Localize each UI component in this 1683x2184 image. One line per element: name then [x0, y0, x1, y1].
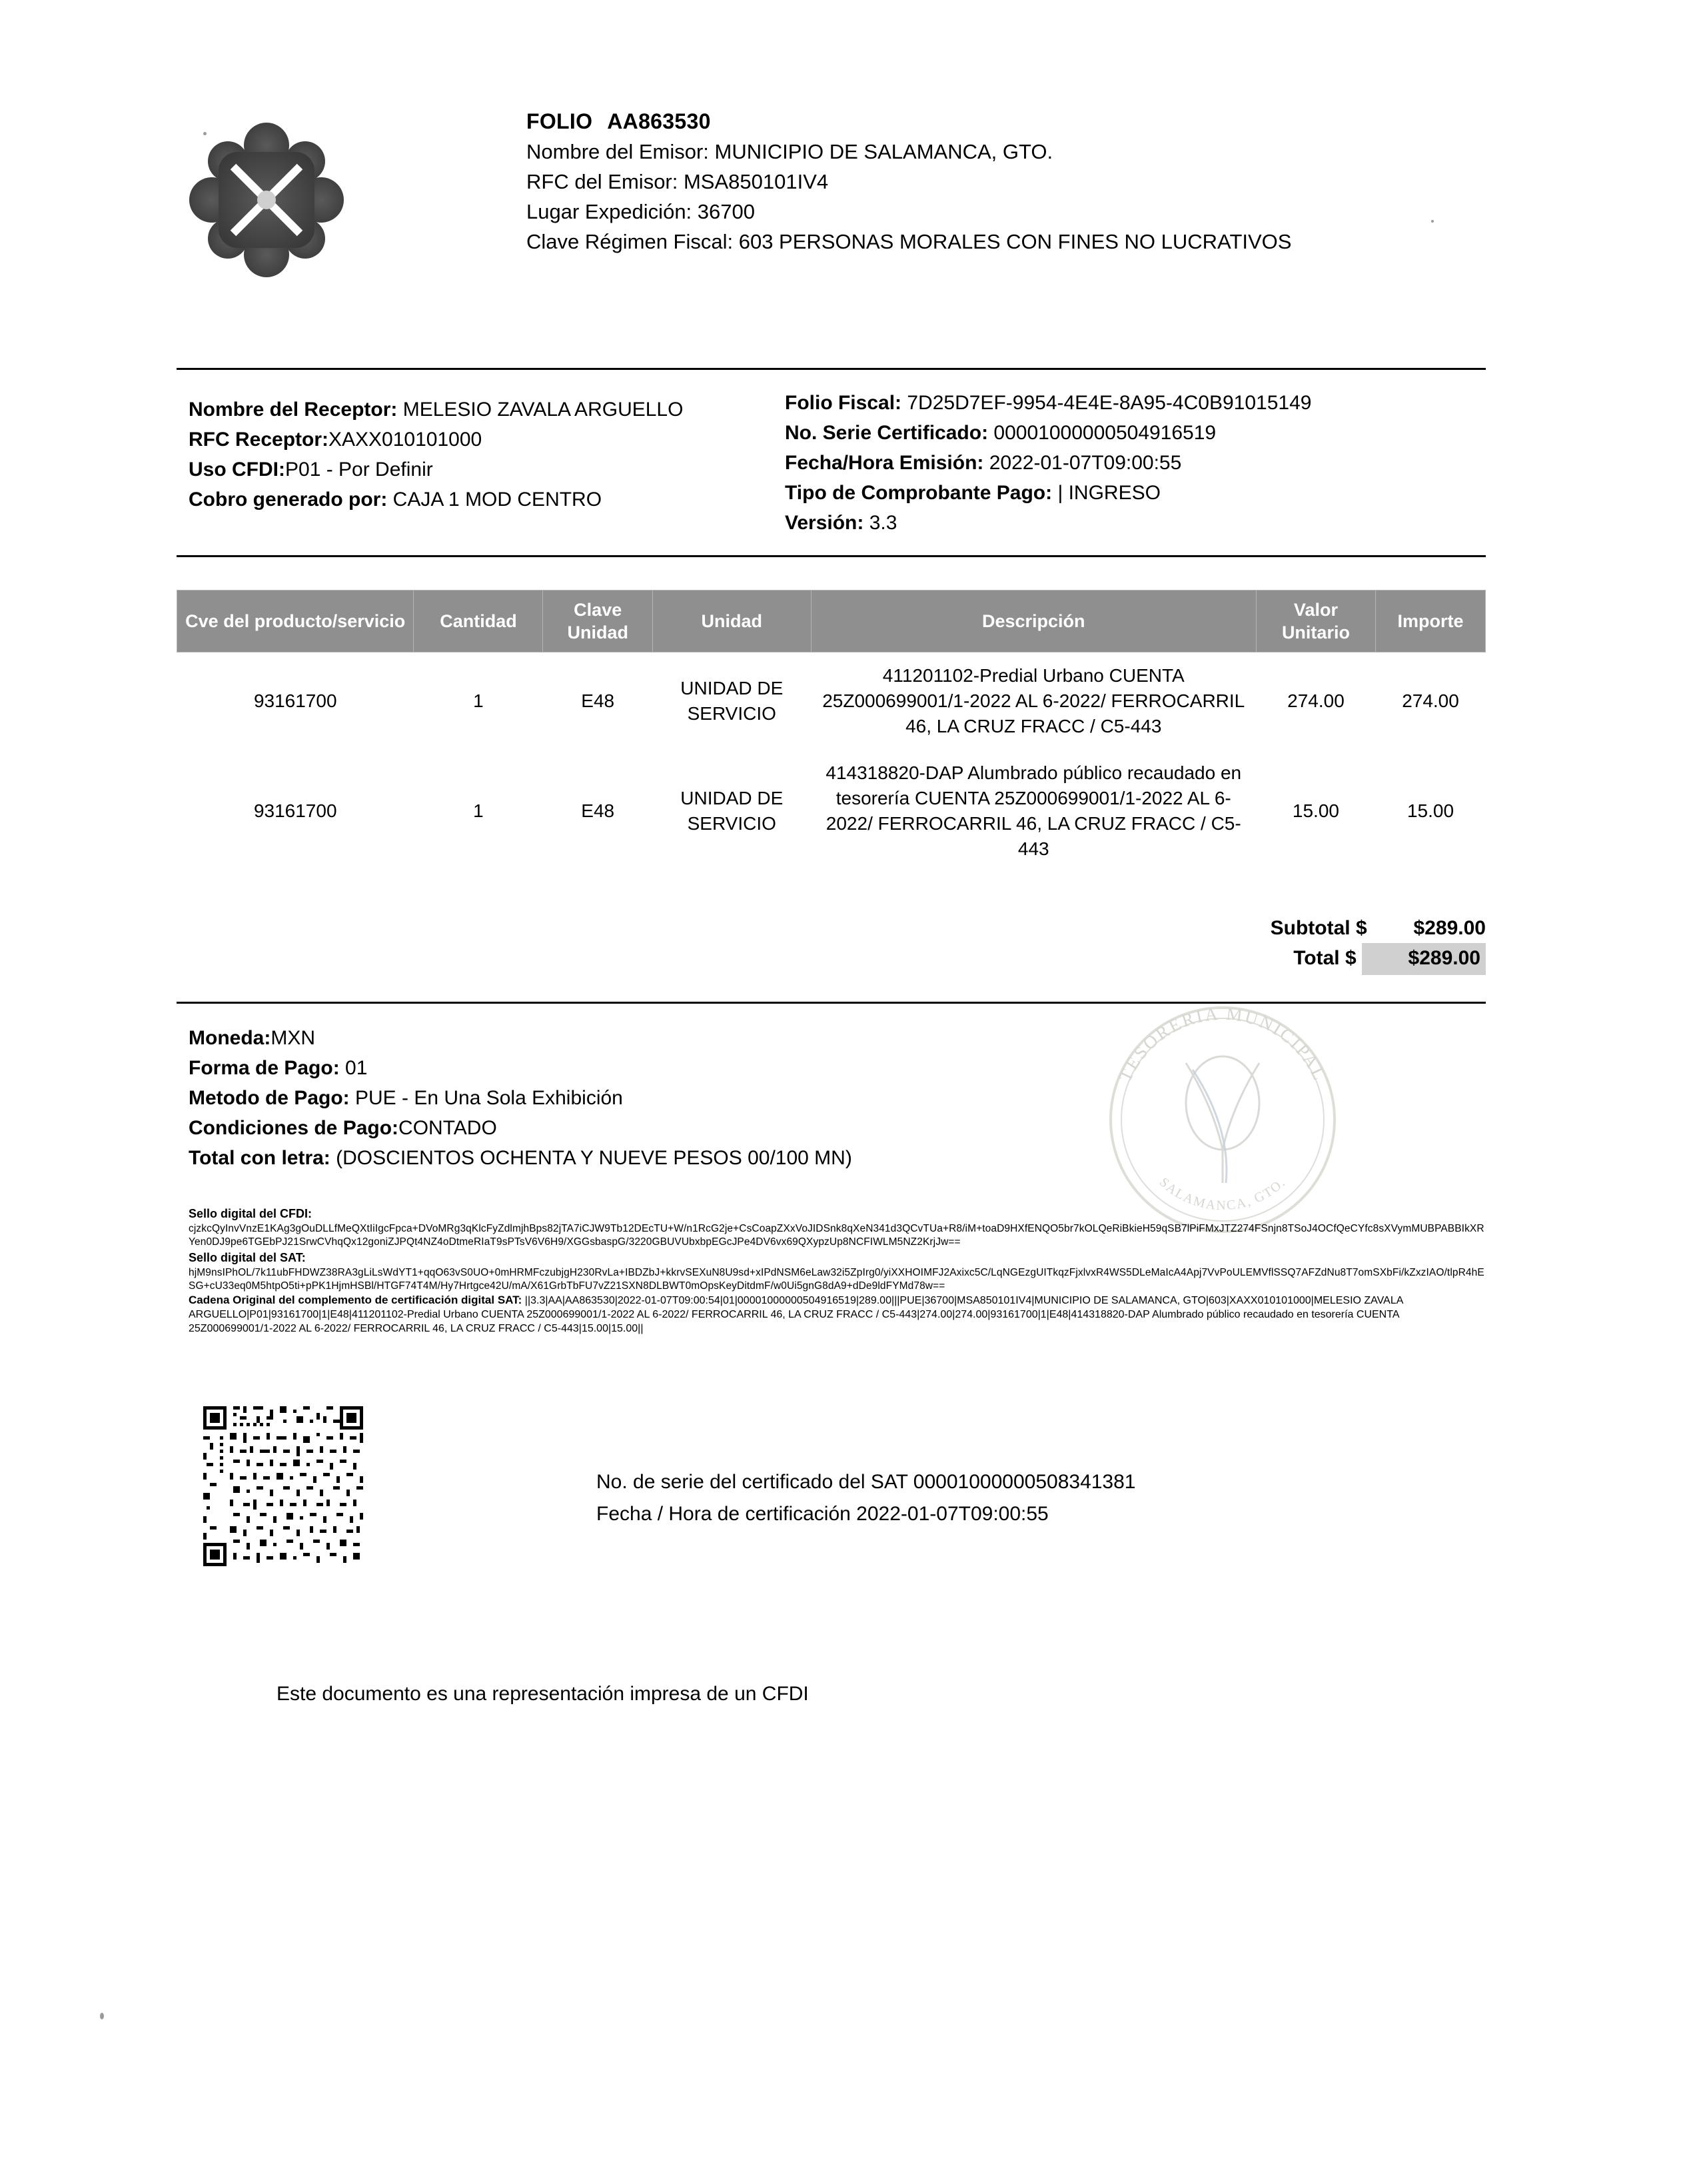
folio-value: AA863530 [607, 109, 711, 133]
fiscal-folio-value: 7D25D7EF-9954-4E4E-8A95-4C0B91015149 [901, 392, 1312, 414]
th-clave-unidad: Clave Unidad [543, 590, 652, 652]
receiver-uso-row [189, 455, 788, 485]
cell-importe: 15.00 [1406, 800, 1454, 821]
subtotal-value: $289.00 [1413, 917, 1486, 939]
total-words-value: (DOSCIENTOS OCHENTA Y NUEVE PESOS 00/100 MN) [330, 1147, 852, 1169]
payment-conditions-row [189, 1113, 1055, 1143]
document-header [177, 100, 1509, 327]
payment-method-value: PUE - En Una Sola Exhibición [349, 1087, 623, 1109]
cell-unidad: UNIDAD DE SERVICIO [680, 788, 784, 834]
fiscal-tipo-value: | INGRESO [1052, 482, 1161, 504]
total-row [1271, 943, 1486, 975]
payment-form-value: 01 [339, 1057, 368, 1079]
cfdi-seal-label: Sello digital del CFDI: [189, 1207, 312, 1220]
folio-label: FOLIO [526, 109, 593, 133]
fiscal-tipo-row [785, 478, 1484, 508]
receiver-name-label: Nombre del Receptor: [189, 399, 398, 421]
divider-mid [177, 555, 1486, 557]
total-label: Total $ [1293, 947, 1357, 969]
fiscal-serie-value: 00001000000504916519 [988, 422, 1217, 444]
scan-speck [100, 2013, 104, 2019]
payment-info-block [189, 1023, 1055, 1173]
footer-note: Este documento es una representación impresa de un CFDI [277, 1683, 809, 1705]
qr-code [200, 1403, 366, 1570]
fiscal-fecha-row [785, 448, 1484, 478]
payment-form-row [189, 1053, 1055, 1083]
fiscal-block [785, 388, 1484, 538]
issuer-name: Nombre del Emisor: MUNICIPIO DE SALAMANCA, GTO. [526, 140, 1053, 163]
subtotal-label: Subtotal $ [1270, 917, 1367, 939]
fiscal-fecha-label: Fecha/Hora Emisión: [785, 452, 984, 474]
cell-valor-unitario: 274.00 [1287, 690, 1345, 711]
currency-label: Moneda: [189, 1027, 271, 1049]
receiver-rfc-value: XAXX010101000 [328, 429, 482, 451]
original-chain-value: ||3.3|AA|AA863530|2022-01-07T09:00:54|01|00001000000504916519|289.00|||PUE|36700|MSA850101IV4|MUNICIPIO DE SALAMANCA, GTO|603|XAXX010101000|MELESIO ZAVALA ARGUELLO|P01|93161700|1|E48|411201102-Predial Urbano CUENTA 25Z000699001/1-2022 AL 6-2022/ FERROCARRIL 46, LA CRUZ FRACC / C5-443|274.00|274.00|93161700|1|E48|414318820-DAP Alumbrado público recaudado en tesorería CUENTA 25Z000699001/1-2022 AL 6-2022/ FERROCARRIL 46, LA CRUZ FRACC / C5-443|15.00|15.00|| [189, 1295, 1403, 1334]
th-descripcion: Descripción [811, 590, 1256, 652]
fiscal-tipo-label: Tipo de Comprobante Pago: [785, 482, 1053, 504]
table-row [177, 750, 1486, 872]
cell-unidad: UNIDAD DE SERVICIO [680, 678, 784, 724]
cell-descripcion: 414318820-DAP Alumbrado público recaudado en tesorería CUENTA 25Z000699001/1-2022 AL 6-2022/ FERROCARRIL 46, LA CRUZ FRACC / C5-443 [826, 762, 1242, 859]
receiver-rfc-label: RFC Receptor: [189, 429, 329, 451]
original-chain-label: Cadena Original del complemento de certificación digital SAT: [189, 1294, 522, 1306]
fiscal-version-row [785, 508, 1484, 538]
receiver-cobro-label: Cobro generado por: [189, 489, 388, 511]
receiver-block [189, 395, 788, 515]
total-words-label: Total con letra: [189, 1147, 330, 1169]
table-header-row [177, 590, 1486, 652]
fiscal-version-value: 3.3 [863, 512, 897, 534]
receiver-rfc-row [189, 425, 788, 455]
receiver-uso-label: Uso CFDI: [189, 459, 285, 481]
sat-seal-label: Sello digital del SAT: [189, 1251, 306, 1264]
total-value: $289.00 [1362, 943, 1486, 975]
cell-cantidad: 1 [473, 800, 484, 821]
payment-form-label: Forma de Pago: [189, 1057, 340, 1079]
fiscal-serie-row [785, 418, 1484, 448]
th-importe: Importe [1376, 590, 1486, 652]
municipality-logo-icon [187, 120, 346, 280]
receiver-uso-value: P01 - Por Definir [285, 459, 433, 481]
th-unidad: Unidad [652, 590, 811, 652]
currency-row [189, 1023, 1055, 1053]
payment-method-row [189, 1083, 1055, 1113]
fiscal-folio-row [785, 388, 1484, 418]
cell-cve: 93161700 [253, 800, 337, 821]
receiver-name-row [189, 395, 788, 425]
fiscal-serie-label: No. Serie Certificado: [785, 422, 989, 444]
th-valor-unitario: Valor Unitario [1256, 590, 1375, 652]
issuer-rfc: RFC del Emisor: MSA850101IV4 [526, 170, 829, 193]
payment-conditions-label: Condiciones de Pago: [189, 1117, 399, 1139]
certification-datetime: Fecha / Hora de certificación 2022-01-07T09:00:55 [596, 1503, 1049, 1525]
issuer-place: Lugar Expedición: 36700 [526, 200, 755, 223]
cell-cantidad: 1 [473, 690, 484, 711]
scan-speck [1431, 220, 1434, 223]
cell-valor-unitario: 15.00 [1292, 800, 1339, 821]
payment-method-label: Metodo de Pago: [189, 1087, 350, 1109]
original-chain-row [189, 1293, 1484, 1336]
cell-clave-unidad: E48 [581, 690, 615, 711]
payment-conditions-value: CONTADO [398, 1117, 497, 1139]
fiscal-version-label: Versión: [785, 512, 864, 534]
digital-seals-block [189, 1205, 1484, 1336]
cell-importe: 274.00 [1402, 690, 1459, 711]
issuer-regime: Clave Régimen Fiscal: 603 PERSONAS MORALES CON FINES NO LUCRATIVOS [526, 230, 1292, 253]
folio-line [526, 107, 1492, 137]
th-cve: Cve del producto/servicio [177, 590, 414, 652]
cell-cve: 93161700 [253, 690, 337, 711]
certification-block [596, 1466, 1136, 1530]
cell-descripcion: 411201102-Predial Urbano CUENTA 25Z000699001/1-2022 AL 6-2022/ FERROCARRIL 46, LA CRUZ FRACC / C5-443 [822, 665, 1245, 736]
receiver-cobro-value: CAJA 1 MOD CENTRO [387, 489, 602, 511]
currency-value: MXN [271, 1027, 315, 1049]
divider-top [177, 368, 1486, 370]
svg-text:TESORERIA MUNICIPAL: TESORERIA MUNICIPAL [1115, 1003, 1331, 1085]
table-row [177, 652, 1486, 750]
receiver-name-value: MELESIO ZAVALA ARGUELLO [397, 399, 684, 421]
cfdi-seal-value: cjzkcQyInvVnzE1KAg3gOuDLLfMeQXtIiIgcFpca+DVoMRg3qKlcFyZdlmjhBps82jTA7iCJW9Tb12DEcTU+W/n1RcG2je+CsCoapZXxVoJIDSnk8qXeN341d3QCvTUa+R8/iM+toaD9HXfENQO5br7kOLQeRiBkieH59qSB7lPiFMxJTZ274FSnjn8TSoJ4OCfQeCYfc8sXVymMUBPABBIkXRYen0DJ9pe6TGEbPJ21SrwCVhqQx12goniZJPQt4NZ4oDtmeRIaT9sPTsV6V6H9/XGGsbaspG/3220GBUVUbxbpEGcJPe4DV6vx69QXypzUp8NCFIWLM5NZ2KrjJw== [189, 1223, 1484, 1248]
fiscal-folio-label: Folio Fiscal: [785, 392, 902, 414]
sat-seal-value: hjM9nsIPhOL/7k11ubFHDWZ38RA3gLiLsWdYT1+qqO63vS0UO+0mHRMFczubjgH230RvLa+IBDZbJ+kkrvSEXuN8U9sd+xIPdNSM6eLaw32i5ZpIrg0/yiXXHOIMFJ2Axixc5C/LqNGEzgUITkqzFjxlvxR4WS5DLeMaIcA4Apj7VvPoULEMVflSSQ7AFZdNu8T7omSXbFi/kZxzIAO/tlpR4hESG+cU33eq0M5htpO5ti+pPK1HjmHSBl/HTGF74T4M/Hy7Hrtgce42U/mA/X61GrbTbFU7vZ21SXN8DLBWT0mOpsKeyDitdmF/w0Ui5gnG8dA9+dDe9ldFYMd78w== [189, 1267, 1484, 1292]
totals-block [1271, 914, 1486, 975]
receiver-cobro-row [189, 485, 788, 515]
concepts-table [177, 590, 1486, 872]
fiscal-fecha-value: 2022-01-07T09:00:55 [983, 452, 1182, 474]
th-cantidad: Cantidad [414, 590, 543, 652]
sat-cert-serial: No. de serie del certificado del SAT 00001000000508341381 [596, 1471, 1136, 1493]
issuer-block [526, 107, 1492, 257]
total-words-row [189, 1143, 1055, 1173]
scan-speck [203, 132, 207, 135]
svg-text:SALAMANCA, GTO.: SALAMANCA, GTO. [1156, 1174, 1289, 1214]
cell-clave-unidad: E48 [581, 800, 615, 821]
subtotal-row [1271, 914, 1486, 943]
